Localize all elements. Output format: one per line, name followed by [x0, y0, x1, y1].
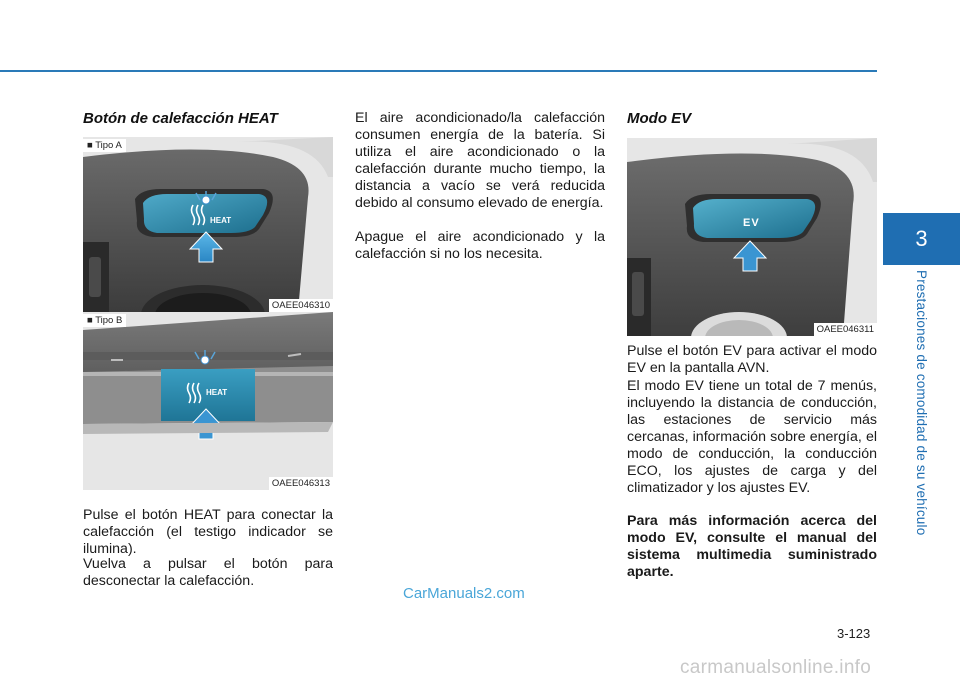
- watermark-carmanuals: CarManuals2.com: [403, 585, 525, 602]
- type-b-label: ■ Tipo B: [83, 314, 126, 327]
- heat-button-heading: Botón de calefacción HEAT: [83, 110, 278, 127]
- ev-note: Para más información acerca del modo EV, consulte el manual del sistema multimedia suministrado aparte.: [627, 513, 877, 580]
- svg-text:HEAT: HEAT: [210, 216, 232, 225]
- figure-type-a: [83, 137, 333, 312]
- svg-text:EV: EV: [743, 217, 760, 229]
- type-a-label: ■ Tipo A: [83, 139, 126, 152]
- page-number: 3-123: [837, 626, 871, 641]
- heat-paragraph-2: Vuelva a pulsar el botón para desconectar la calefacción.: [83, 556, 333, 589]
- svg-text:HEAT: HEAT: [206, 388, 228, 397]
- ev-paragraph-1: Pulse el botón EV para activar el modo EV en la pantalla AVN.: [627, 343, 877, 376]
- figure-b-code: OAEE046313: [269, 477, 333, 490]
- chapter-title-vertical: [914, 270, 936, 536]
- ac-paragraph-2: Apague el aire acondicionado y la calefacción si no los necesita.: [355, 229, 605, 262]
- heat-button-type-b-illustration: [83, 312, 333, 490]
- ev-paragraph-2: El modo EV tiene un total de 7 menús, incluyendo la distancia de conducción, las estaciones de servicio más cercanas, información sobre energía, el modo de conducción, la conducción ECO, los ajustes de carga y del climatizador y los ajustes EV.: [627, 378, 877, 496]
- figure-type-b: [83, 312, 333, 490]
- heat-button-type-a-illustration: [83, 137, 333, 312]
- footer-watermark: carmanualsonline.info: [680, 657, 872, 678]
- ev-mode-heading: Modo EV: [627, 110, 692, 127]
- chapter-title-text: Prestaciones de comodidad de su vehículo: [914, 270, 929, 536]
- figure-ev-code: OAEE046311: [814, 323, 877, 336]
- figure-a-code: OAEE046310: [269, 299, 333, 312]
- chapter-number-tab: 3: [883, 213, 960, 265]
- heat-paragraph-1: Pulse el botón HEAT para conectar la calefacción (el testigo indicador se ilumina).: [83, 507, 333, 557]
- ac-paragraph-1: El aire acondicionado/la calefacción consumen energía de la batería. Si utiliza el aire acondicionado o la calefacción durante mucho tiempo, la distancia a vacío se verá reducida debido al consumo elevado de energía.: [355, 110, 605, 211]
- header-rule: [0, 70, 877, 72]
- ev-button-illustration: [627, 138, 877, 336]
- figure-ev: [627, 138, 877, 336]
